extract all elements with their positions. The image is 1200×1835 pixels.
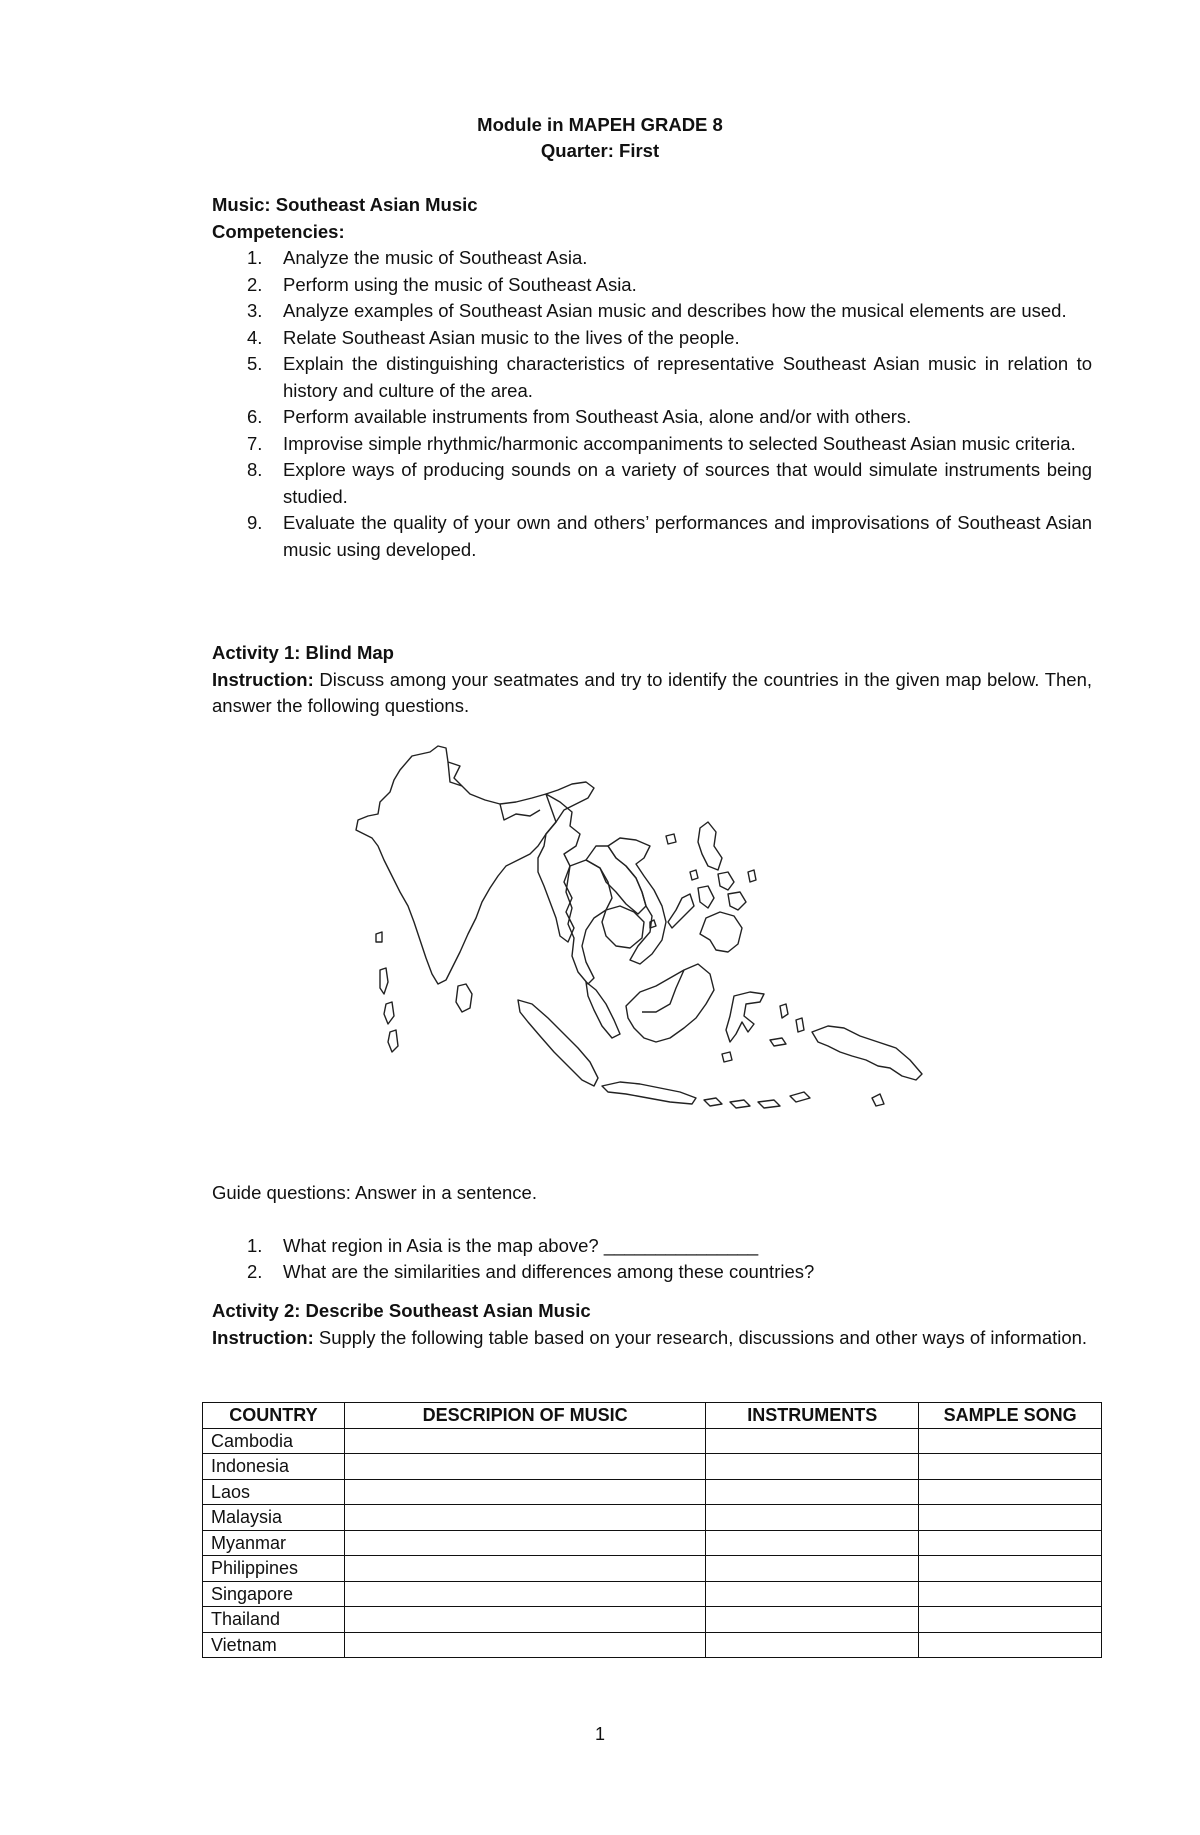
table-row (203, 1607, 1102, 1633)
table-row (203, 1530, 1102, 1556)
quarter-label: Quarter: First (540, 140, 660, 161)
sample-song-cell[interactable] (919, 1428, 1102, 1454)
module-title: Module in MAPEH GRADE 8 (477, 114, 723, 135)
instruments-cell[interactable] (706, 1556, 919, 1582)
sample-song-cell[interactable] (919, 1556, 1102, 1582)
sample-song-cell[interactable] (919, 1505, 1102, 1531)
country-cell: Indonesia (203, 1454, 345, 1480)
instruments-cell[interactable] (706, 1607, 919, 1633)
sample-song-cell[interactable] (919, 1607, 1102, 1633)
activity1-section (212, 640, 1092, 720)
guide-questions-label: Guide questions: Answer in a sentence. (212, 1182, 537, 1203)
table-row (203, 1428, 1102, 1454)
column-header: DESCRIPION OF MUSIC (344, 1403, 705, 1429)
country-cell: Thailand (203, 1607, 345, 1633)
description-cell[interactable] (344, 1454, 705, 1480)
description-cell[interactable] (344, 1581, 705, 1607)
music-heading: Music: Southeast Asian Music (212, 194, 478, 215)
southeast-asian-music-table (202, 1402, 1102, 1658)
table-row (203, 1581, 1102, 1607)
guide-questions-list (212, 1233, 1092, 1286)
instruments-cell[interactable] (706, 1530, 919, 1556)
table-row (203, 1632, 1102, 1658)
country-cell: Myanmar (203, 1530, 345, 1556)
activity2-heading: Activity 2: Describe Southeast Asian Music (212, 1300, 591, 1321)
activity2-section (212, 1298, 1092, 1351)
activity1-heading: Activity 1: Blind Map (212, 642, 394, 663)
instruments-cell[interactable] (706, 1632, 919, 1658)
sample-song-cell[interactable] (919, 1632, 1102, 1658)
sample-song-cell[interactable] (919, 1581, 1102, 1607)
activity1-instruction: Instruction: Discuss among your seatmates and try to identify the countries in the given map below. Then, answer the following questions. (212, 668, 1092, 716)
list-item: 9. Evaluate the quality of your own and others’ performances and improvisations of Southeast Asian music using developed. (247, 512, 1092, 560)
sample-song-cell[interactable] (919, 1479, 1102, 1505)
description-cell[interactable] (344, 1632, 705, 1658)
column-header: INSTRUMENTS (706, 1403, 919, 1429)
table-row (203, 1505, 1102, 1531)
table-header-row (203, 1403, 1102, 1429)
country-cell: Cambodia (203, 1428, 345, 1454)
list-item: 2. What are the similarities and differences among these countries? (247, 1261, 815, 1282)
list-item: 4. Relate Southeast Asian music to the lives of the people. (247, 326, 740, 348)
description-cell[interactable] (344, 1607, 705, 1633)
country-cell: Philippines (203, 1556, 345, 1582)
instruments-cell[interactable] (706, 1505, 919, 1531)
country-cell: Vietnam (203, 1632, 345, 1658)
list-item: 8. Explore ways of producing sounds on a variety of sources that would simulate instruments being studied. (247, 459, 1092, 507)
page-number: 1 (594, 1724, 605, 1744)
instruments-cell[interactable] (706, 1454, 919, 1480)
instruments-cell[interactable] (706, 1428, 919, 1454)
map-outline-icon (350, 742, 960, 1132)
country-cell: Laos (203, 1479, 345, 1505)
table-row (203, 1454, 1102, 1480)
sample-song-cell[interactable] (919, 1454, 1102, 1480)
competencies-list (212, 245, 1092, 563)
country-cell: Malaysia (203, 1505, 345, 1531)
southeast-asia-blind-map (350, 742, 960, 1132)
list-item: 1. What region in Asia is the map above? _______________ (247, 1234, 759, 1256)
guide-questions-section (212, 1180, 1092, 1286)
activity2-instruction: Instruction: Supply the following table based on your research, discussions and other ways of information. (212, 1326, 1088, 1348)
list-item: 6. Perform available instruments from Southeast Asia, alone and/or with others. (247, 406, 912, 427)
instruments-cell[interactable] (706, 1479, 919, 1505)
competencies-section (212, 192, 1092, 563)
competencies-label: Competencies: (212, 220, 345, 242)
description-cell[interactable] (344, 1505, 705, 1531)
country-cell: Singapore (203, 1581, 345, 1607)
column-header: COUNTRY (203, 1403, 345, 1429)
list-item: 5. Explain the distinguishing characteristics of representative Southeast Asian music in relation to history and culture of the area. (247, 353, 1092, 401)
column-header: SAMPLE SONG (919, 1403, 1102, 1429)
description-cell[interactable] (344, 1428, 705, 1454)
description-cell[interactable] (344, 1556, 705, 1582)
table-row (203, 1479, 1102, 1505)
description-cell[interactable] (344, 1479, 705, 1505)
instruments-cell[interactable] (706, 1581, 919, 1607)
description-cell[interactable] (344, 1530, 705, 1556)
sample-song-cell[interactable] (919, 1530, 1102, 1556)
list-item: 2. Perform using the music of Southeast Asia. (247, 273, 637, 295)
table-row (203, 1556, 1102, 1582)
list-item: 7. Improvise simple rhythmic/harmonic accompaniments to selected Southeast Asian music criteria. (247, 432, 1076, 454)
list-item: 1. Analyze the music of Southeast Asia. (247, 247, 588, 268)
list-item: 3. Analyze examples of Southeast Asian music and describes how the musical elements are used. (247, 300, 1067, 321)
